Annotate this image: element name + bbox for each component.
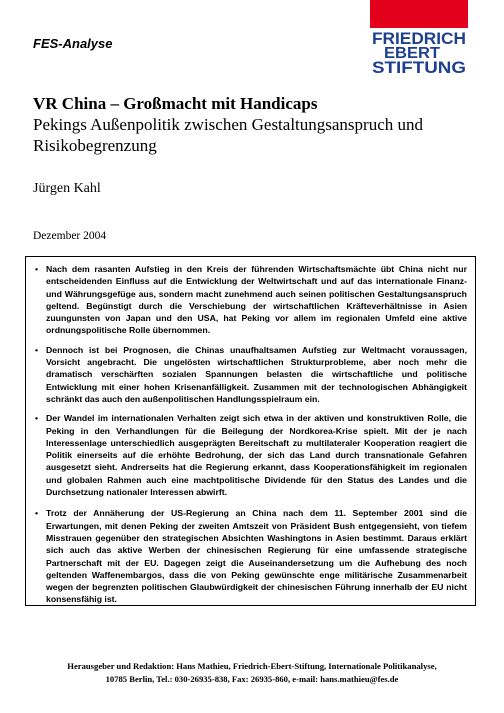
summary-item: • Nach dem rasanten Aufstieg in den Kreis der führenden Wirtschaftsmächte übt China nicht nur entscheidenden Einfluss auf die Entwicklung der Weltwirtschaft und auf das internationale Finanz- und Währungsgefüge aus, sondern macht zunehmend auch seinen politischen Gestaltungsanspruch geltend. Begünstigt durch die Verschiebung der wirtschaftlichen Kräfteverhältnisse in Asien zuungunsten von Japan und den USA, hat Peking vor allem im regionalen Umfeld eine aktive ordnungspolitische Rolle übernommen. [35,264,467,336]
publication-date: Dezember 2004 [33,230,107,242]
footer-line-1: Herausgeber und Redaktion: Hans Mathieu, Friedrich-Ebert-Stiftung, Internationale Politikanalyse, [67,661,437,671]
logo-line-1: FRIEDRICH [372,29,466,48]
author: Jürgen Kahl [33,181,101,196]
summary-item: • Der Wandel im internationalen Verhalten zeigt sich etwa in der aktiven und konstruktiven Rolle, die Peking in den Verhandlungen für die Beilegung der Nordkorea-Krise spielt. Mit der je nach Interessenlage unterschiedlich ausgeprägten Bereitschaft zu multilateraler Kooperation reagiert die Politik einerseits auf die erhöhte Bedrohung, der sich das Land durch transnationale Gefahren ausgesetzt sieht. Andrerseits hat die Regierung erkannt, dass Kooperationsfähigkeit im regionalen und globalen Rahmen auch eine machtpolitische Dividende für den Status des Landes und die Durchsetzung nationaler Interessen abwirft. [35,413,467,498]
document-title [33,94,473,156]
bullet-icon: • [35,264,39,274]
bullet-icon: • [35,344,39,355]
footer-line-2: 10785 Berlin, Tel.: 030-26935-838, Fax: 26935-860, e-mail: hans.mathieu@fes.de [105,674,399,684]
title-subtitle: Pekings Außenpolitik zwischen Gestaltungsanspruch und Risikobegrenzung [33,115,424,155]
logo-red-bar [370,0,468,28]
logo-line-3: STIFTUNG [372,58,466,77]
series-label: FES-Analyse [33,36,113,51]
title-main: VR China – Großmacht mit Handicaps [33,94,318,113]
logo-line-2: EBERT [384,45,441,62]
summary-item: • Trotz der Annäherung der US-Regierung an China nach dem 11. September 2001 sind die Erwartungen, mit denen Peking der zweiten Amtszeit von Präsident Bush entgegensieht, von tiefem Misstrauen gegenüber den strategischen Absichten Washingtons in Asien bestimmt. Daraus erklärt sich auch das aktive Werben der chinesischen Regierung für eine umfassende strategische Partnerschaft mit der EU. Dagegen zeigt die Auseinandersetzung um die Aufhebung des noch geltenden Waffenembargos, dass die von Peking gewünschte enge militärische Zusammenarbeit wegen der begrenzten politischen Glaubwürdigkeit der chinesischen Führung innerhalb der EU nicht konsensfähig ist. [35,508,467,605]
publisher-footer [0,660,504,686]
bullet-icon: • [35,413,39,424]
summary-item: • Dennoch ist bei Prognosen, die Chinas unaufhaltsamen Aufstieg zur Weltmacht voraussagen, Vorsicht angebracht. Die ungelösten wirtschaftlichen Strukturprobleme, aber noch mehr die dramatisch verschärften sozialen Spannungen belasten die wirtschaftliche und politische Entwicklung mit einer hohen Krisenanfälligkeit. Zusammen mit der technologischen Abhängigkeit schränkt das auch den außenpolitischen Handlungsspielraum ein. [35,344,467,404]
friedrich-ebert-stiftung-logo [370,0,468,98]
bullet-icon: • [35,508,39,519]
summary-box [25,256,476,606]
summary-list [32,263,467,606]
